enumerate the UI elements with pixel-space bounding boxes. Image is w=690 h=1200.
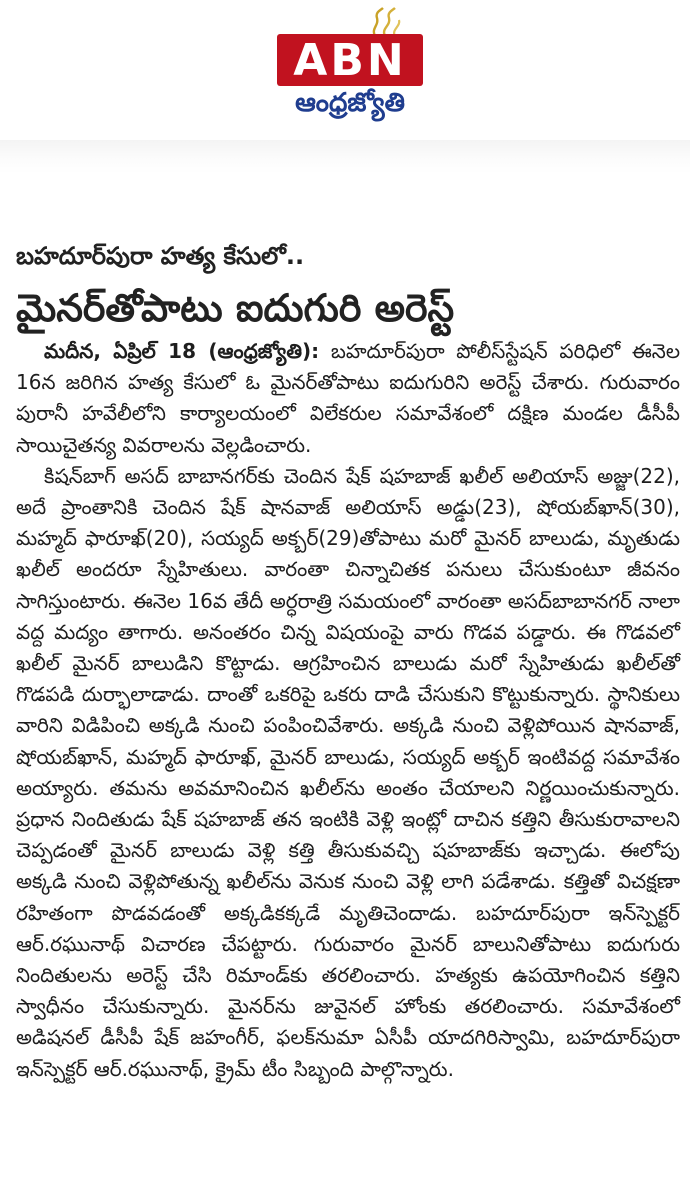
article-headline: మైనర్‌తోపాటు ఐదుగురి అరెస్ట్ <box>16 286 455 330</box>
abn-logo[interactable] <box>265 6 435 131</box>
article-dateline: మదీన, ఏప్రిల్ 18 (ఆంధ్రజ్యోతి): <box>44 339 320 363</box>
masthead-divider <box>0 140 690 174</box>
article-paragraph-2: కిషన్‌బాగ్ అసద్ బాబానగర్‌కు చెందిన షేక్ షహబాజ్ ఖలీల్ అలియాస్ అజ్జు(22), అదే ప్రాంతానికి చెందిన షేక్ షానవాజ్ అలియాస్ అడ్డు(23), షోయబ్‌ఖాన్(30), మహ్మద్ ఫారూఖ్(20), సయ్యద్ అక్బర్(29)తోపాటు మరో మైనర్ బాలుడు, మృతుడు ఖలీల్ అందరూ స్నేహితులు. వారంతా చిన్నాచితక పనులు చేసుకుంటూ జీవనం సాగిస్తుంటారు. ఈనెల 16వ తేదీ అర్ధరాత్రి సమయంలో వారంతా అసద్‌బాబానగర్ నాలా వద్ద మద్యం తాగారు. అనంతరం చిన్న విషయంపై వారు గొడవ పడ్డారు. ఈ గొడవలో ఖలీల్ మైనర్ బాలుడిని కొట్టాడు. ఆగ్రహించిన బాలుడు మరో స్నేహితుడు ఖలీల్‌తో గొడపడి దుర్భాలాడాడు. దాంతో ఒకరిపై ఒకరు దాడి చేసుకుని కొట్టుకున్నారు. స్థానికులు వారిని విడిపించి అక్కడి నుంచి పంపించివేశారు. అక్కడి నుంచి వెళ్లిపోయిన షానవాజ్, షోయబ్‌ఖాన్, మహ్మద్ ఫారూఖ్, మైనర్ బాలుడు, సయ్యద్ అక్బర్ ఇంటివద్ద సమావేశం అయ్యారు. తమను అవమానించిన ఖలీల్‌ను అంతం చేయాలని నిర్ణయించుకున్నారు. ప్రధాన నిందితుడు షేక్ షహబాజ్ తన ఇంటికి వెళ్లి ఇంట్లో దాచిన కత్తిని తీసుకురావాలని చెప్పడంతో మైనర్ బాలుడు వెళ్లి కత్తి తీసుకువచ్చి షహబాజ్‌కు ఇచ్చాడు. ఈలోపు అక్కడి నుంచి వెళ్లిపోతున్న ఖలీల్‌ను వెనుక నుంచి వెళ్లి లాగి పడేశాడు. కత్తితో విచక్షణా రహితంగా పొడవడంతో అక్కడికక్కడే మృతిచెందాడు. బహదూర్‌పురా ఇన్‌స్పెక్టర్ ఆర్.రఘునాథ్ విచారణ చేపట్టారు. గురువారం మైనర్ బాలునితోపాటు ఐదుగురు నిందితులను అరెస్ట్ చేసి రిమాండ్‌కు తరలించారు. హత్యకు ఉపయోగించిన కత్తిని స్వాధీనం చేసుకున్నారు. మైనర్‌ను జువైనల్ హోంకు తరలించారు. సమావేశంలో అడిషనల్ డీసీపీ షేక్ జహంగీర్, ఫలక్‌నుమా ఏసీపీ యాదగిరిస్వామి, బహదూర్‌పురా ఇన్‌స్పెక్టర్ ఆర్.రఘునాథ్, క్రైమ్ టీం సిబ్బంది పాల్గొన్నారు. <box>16 463 680 1081</box>
masthead <box>0 0 690 140</box>
article-paragraph-1-text: బహదూర్‌పురా పోలీస్‌స్టేషన్ పరిధిలో ఈనెల 16న జరిగిన హత్య కేసులో ఓ మైనర్‌తోపాటు ఐదుగురిని అరెస్ట్ చేశారు. గురువారం పురానీ హవేలీలోని కార్యాలయంలో విలేకరుల సమావేశంలో దక్షిణ మండల డీసీపీ సాయిచైతన్య వివరాలను వెల్లడించారు. <box>16 339 680 457</box>
article-paragraph-1 <box>16 336 680 461</box>
andhrajyothy-wordmark: ఆంధ్రజ్యోతి <box>295 88 405 118</box>
abn-brand-box: ABN <box>277 34 423 86</box>
article <box>16 236 680 1085</box>
article-kicker: బహదూర్‌పురా హత్య కేసులో.. <box>16 242 305 270</box>
